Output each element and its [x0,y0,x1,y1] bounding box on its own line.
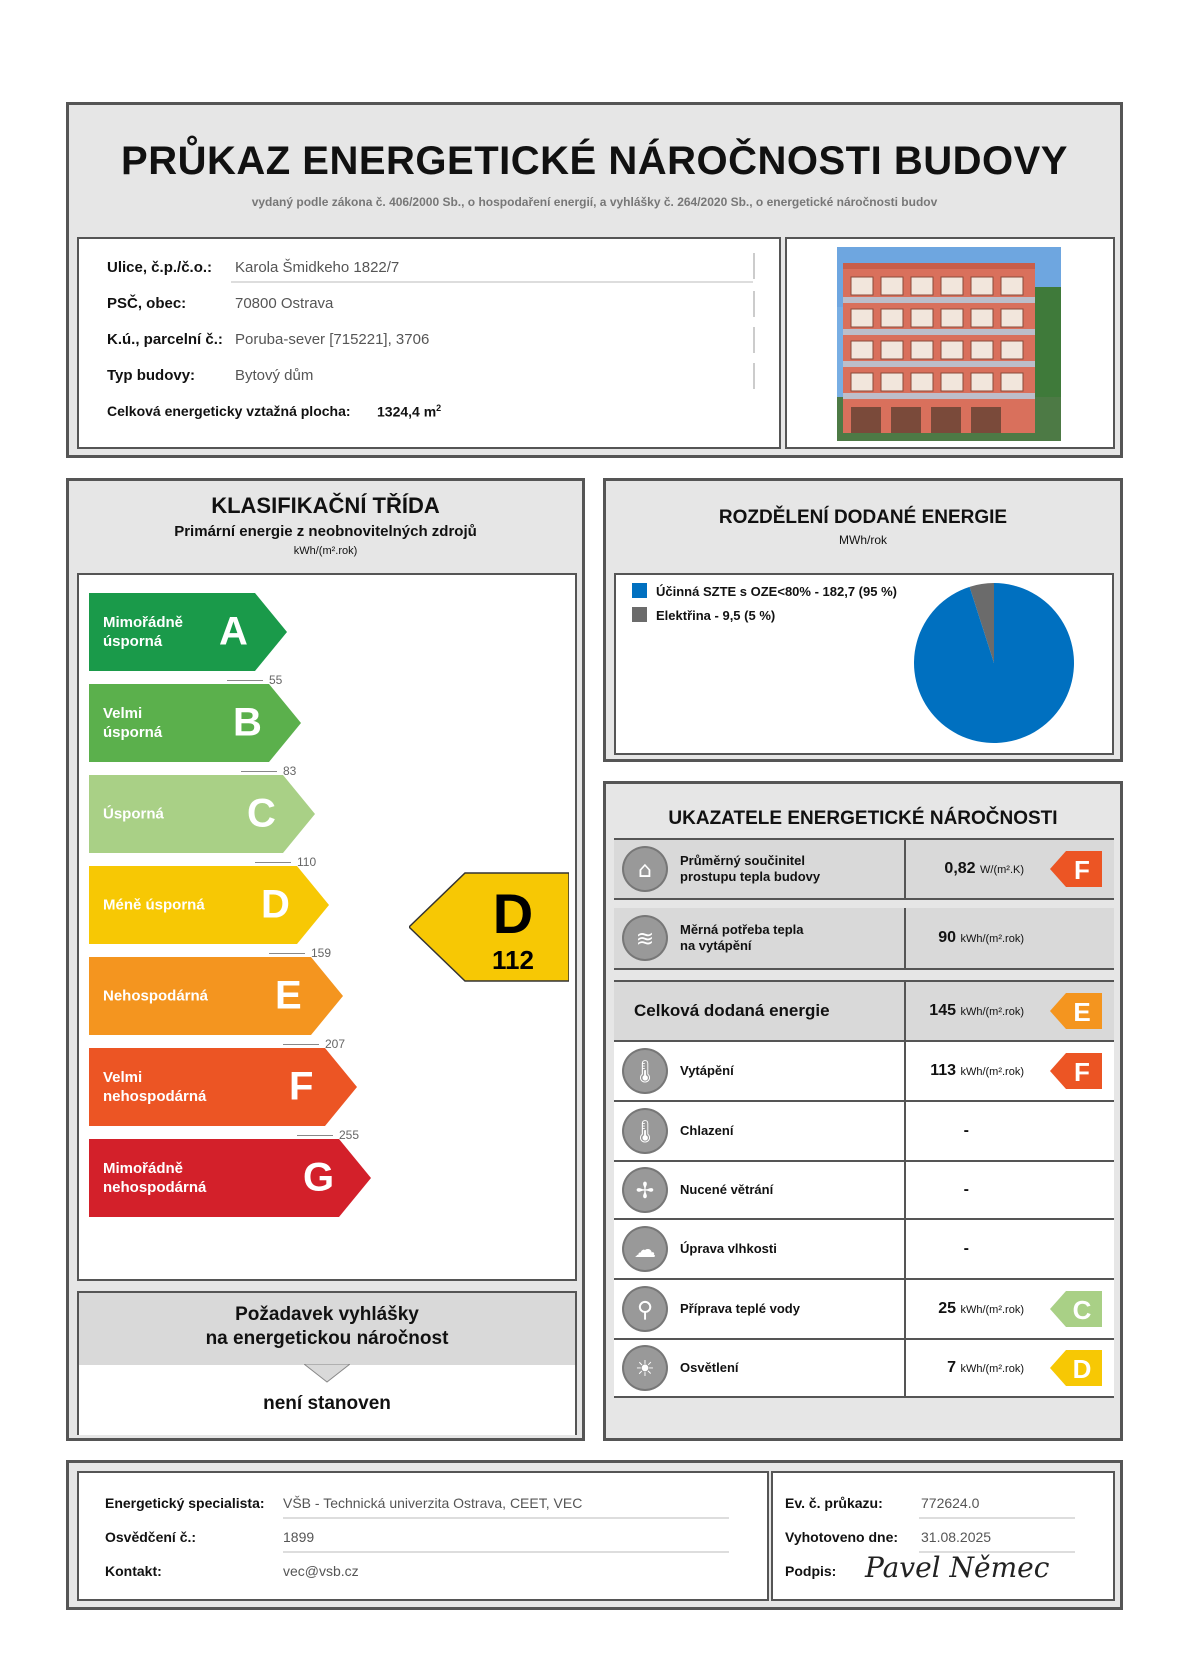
type-value: Bytový dům [235,367,314,384]
indicator-row [614,980,1114,1042]
indicator-class-badge [1050,1053,1102,1089]
bulb-icon [622,1345,668,1391]
ev-number-label: Ev. č. průkazu: [785,1495,883,1511]
threshold-value: 255 [339,1128,360,1142]
current-class-indicator [409,871,569,983]
classification-panel [66,478,585,1441]
band-label: Úsporná [103,805,164,823]
band-label: Nehospodárná [103,987,209,1005]
band-label: Méně úsporná [103,896,205,914]
svg-text:≋: ≋ [635,927,655,952]
band-letter: D [261,882,290,927]
threshold-arrow [241,771,277,772]
class-threshold [297,1128,359,1142]
specialist-label: Energetický specialista: [105,1495,265,1511]
class-band-b [89,684,301,762]
current-class-value: 112 [492,945,534,975]
threshold-value: 159 [311,946,332,960]
band-letter: E [275,973,302,1018]
parcel-value: Poruba-sever [715221], 3706 [235,331,430,348]
document-title: PRŮKAZ ENERGETICKÉ NÁROČNOSTI BUDOVY [121,139,1068,183]
threshold-arrow [227,680,263,681]
legend-swatch [632,583,647,598]
divider-tick [753,327,755,353]
svg-text:F: F [1074,855,1090,885]
energy-class-scale [77,573,577,1281]
indicator-class-badge [1050,1291,1102,1327]
column-divider [904,1042,906,1100]
delivered-energy-chart [614,573,1114,755]
indicator-row [614,1042,1114,1102]
indicator-row [614,1162,1114,1220]
indicator-value: - [963,1240,969,1257]
class-threshold [227,673,282,687]
indicator-class-badge [1050,993,1102,1029]
legend-item-szte: Účinná SZTE s OZE<80% - 182,7 (95 %) [632,583,897,599]
indicator-class-badge [1050,851,1102,887]
svg-text:F: F [1074,1057,1090,1087]
legend-item-electricity: Elektřina - 9,5 (5 %) [632,607,775,623]
indicator-name: Nucené větrání [680,1182,774,1197]
indicator-value: 145 kWh/(m².rok) [929,1002,1024,1019]
svg-text:🌡: 🌡 [631,1060,659,1085]
band-letter: C [247,791,276,836]
city-value: 70800 Ostrava [235,295,334,312]
threshold-arrow [297,1135,333,1136]
class-band-d [89,866,329,944]
svg-text:C: C [1072,1295,1092,1325]
column-divider [904,1280,906,1338]
divider-tick [753,363,755,389]
pie-slice-szte [914,583,1074,743]
svg-text:E: E [1073,997,1091,1027]
svg-text:⚲: ⚲ [636,1298,654,1323]
signature: Pavel Němec [865,1551,1050,1584]
indicator-name: Vytápění [680,1063,734,1078]
document-subtitle: vydaný podle zákona č. 406/2000 Sb., o hospodaření energií, a vyhlášky č. 264/2020 Sb., o energetické náročnosti budov [251,195,938,209]
type-label: Typ budovy: [107,367,196,384]
photo-frame [785,237,1115,449]
area-label: Celková energeticky vztažná plocha: [107,403,351,419]
indicator-row [614,1102,1114,1162]
indicator-name: Úprava vlhkosti [680,1241,777,1256]
thermometer-minus-icon [622,1108,668,1154]
contact-value: vec@vsb.cz [283,1563,359,1579]
indicator-value: 113 kWh/(m².rok) [930,1062,1024,1079]
indicators-title: UKAZATELE ENERGETICKÉ NÁROČNOSTI [668,808,1058,829]
svg-text:✢: ✢ [635,1179,655,1204]
street-label: Ulice, č.p./č.o.: [107,259,213,276]
requirement-value-area [79,1365,575,1435]
divider-tick [753,291,755,317]
indicator-row [614,838,1114,900]
threshold-value: 83 [283,764,297,778]
column-divider [904,908,906,968]
svg-text:☁: ☁ [634,1238,656,1263]
column-divider [904,1102,906,1160]
svg-text:🌡: 🌡 [631,1120,659,1145]
underline [919,1517,1075,1519]
indicator-row [614,1340,1114,1398]
column-divider [904,840,906,898]
indicator-value: - [963,1181,969,1198]
band-letter: G [303,1155,335,1200]
indicators-panel [603,781,1123,1441]
classification-unit: kWh/(m².rok) [293,545,358,557]
class-band-g [89,1139,371,1217]
contact-label: Kontakt: [105,1563,162,1579]
class-band-e [89,957,343,1035]
svg-text:☀: ☀ [635,1357,655,1382]
indicator-row [614,908,1114,970]
threshold-arrow [269,953,305,954]
parcel-label: K.ú., parcelní č.: [107,331,223,348]
classification-title: KLASIFIKAČNÍ TŘÍDA [211,493,440,518]
class-band-a [89,593,287,671]
column-divider [904,982,906,1040]
city-label: PSČ, obec: [107,295,187,312]
band-letter: F [289,1064,314,1109]
header-panel [66,102,1123,458]
class-threshold [269,946,331,960]
threshold-arrow [283,1044,319,1045]
building-photo [837,247,1061,441]
indicator-name: Chlazení [680,1123,734,1138]
heat-icon [622,915,668,961]
humidity-icon [622,1226,668,1272]
specialist-value: VŠB - Technická univerzita Ostrava, CEET, VEC [283,1495,583,1511]
address-panel [77,237,781,449]
threshold-value: 55 [269,673,283,687]
column-divider [904,1220,906,1278]
indicator-row [614,1280,1114,1340]
date-label: Vyhotoveno dne: [785,1529,899,1545]
thermometer-plus-icon [622,1048,668,1094]
band-label: Mimořádně nehospodárná [103,1160,207,1196]
column-divider [904,1162,906,1218]
band-label: Velmi nehospodárná [103,1069,207,1105]
signature-label: Podpis: [785,1563,837,1579]
requirement-value: není stanoven [263,1393,391,1414]
indicator-row [614,1220,1114,1280]
delivered-energy-title: ROZDĚLENÍ DODANÉ ENERGIE [718,507,1008,528]
indicator-value: 7 kWh/(m².rok) [947,1359,1024,1376]
indicator-class-badge [1050,1350,1102,1386]
band-label: Velmi úsporná [103,705,163,741]
fan-icon [622,1167,668,1213]
underline [283,1517,729,1519]
indicator-name: Měrná potřeba tepla na vytápění [680,922,804,953]
indicator-name: Osvětlení [680,1360,739,1375]
class-threshold [255,855,316,869]
threshold-value: 110 [297,855,317,869]
band-letter: A [219,609,248,654]
indicator-name: Průměrný součinitel prostupu tepla budovy [680,853,821,884]
area-value: 1324,4 $m^2$ [377,403,442,420]
delivered-energy-panel [603,478,1123,762]
column-divider [904,1340,906,1396]
delivered-energy-unit: MWh/rok [839,533,887,547]
date-value: 31.08.2025 [921,1529,992,1545]
indicator-name: Celková dodaná energie [634,1001,830,1020]
class-threshold [283,1037,345,1051]
requirement-title: Požadavek vyhlášky na energetickou náročnost [205,1304,449,1349]
certificate-label: Osvědčení č.: [105,1529,197,1545]
legend-swatch [632,607,647,622]
ev-number-value: 772624.0 [921,1495,980,1511]
requirement-box [77,1291,577,1435]
certificate-value: 1899 [283,1529,315,1545]
tap-icon [622,1286,668,1332]
band-label: Mimořádně úsporná [103,614,184,650]
indicator-value: 90 kWh/(m².rok) [938,929,1024,946]
class-band-c [89,775,315,853]
classification-subtitle: Primární energie z neobnovitelných zdrojů [174,523,477,540]
svg-text:D: D [1072,1354,1092,1384]
street-underline [231,281,753,283]
threshold-arrow [255,862,291,863]
certificate-info-panel [771,1471,1115,1601]
energy-pie-chart [912,581,1076,745]
class-band-f [89,1048,357,1126]
svg-text:⌂: ⌂ [638,858,652,883]
street-value: Karola Šmidkeho 1822/7 [235,259,400,276]
house-icon [622,846,668,892]
threshold-value: 207 [325,1037,346,1051]
indicator-value: - [963,1122,969,1139]
indicator-value: 0,82 W/(m².K) [944,860,1024,877]
band-letter: B [233,700,262,745]
footer-panel [66,1460,1123,1610]
indicator-name: Příprava teplé vody [680,1301,800,1316]
indicator-value: 25 kWh/(m².rok) [938,1300,1024,1317]
divider-tick [753,253,755,279]
specialist-panel [77,1471,769,1601]
underline [283,1551,729,1553]
current-class-letter: D [492,882,534,945]
class-threshold [241,764,296,778]
requirement-pointer [304,1364,350,1384]
